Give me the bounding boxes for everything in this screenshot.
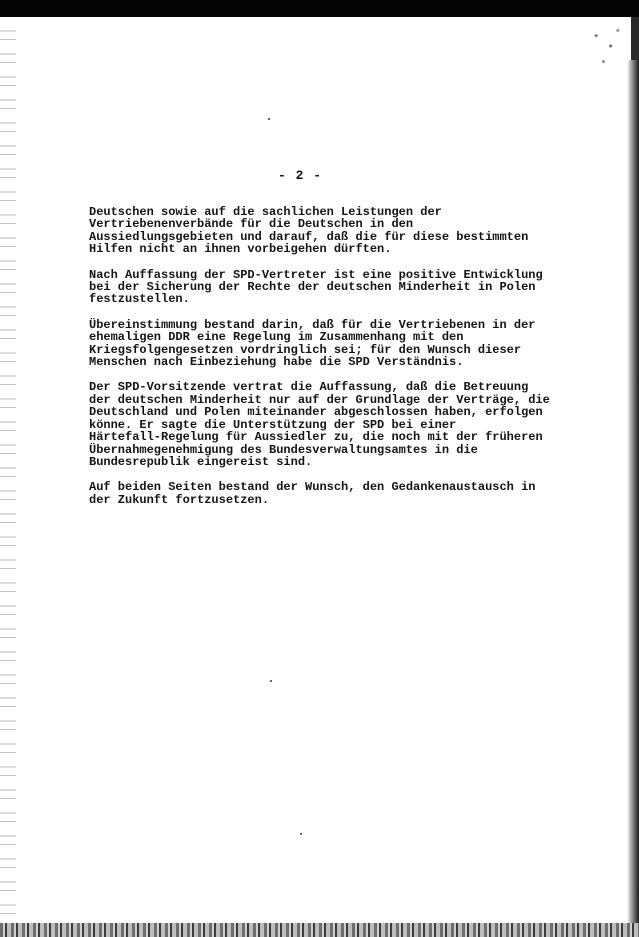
document-body: [89, 206, 559, 519]
text-line: Übernahmegenehmigung des Bundesverwaltungsamtes in die: [89, 442, 478, 457]
paragraph: [89, 481, 559, 506]
text-line: Bundesrepublik eingereist sind.: [89, 454, 313, 469]
text-line: Übereinstimmung bestand darin, daß für die Vertriebenen in der: [89, 317, 536, 332]
text-line: Auf beiden Seiten bestand der Wunsch, den Gedankenaustausch in: [89, 480, 536, 495]
scan-top-border: [0, 0, 639, 17]
scan-corner-noise: [589, 20, 625, 72]
scan-left-border: [0, 30, 16, 920]
text-line: Menschen nach Einbeziehung habe die SPD Verständnis.: [89, 355, 464, 370]
text-line: Vertriebenenverbände für die Deutschen in den: [89, 217, 414, 232]
text-line: Härtefall-Regelung für Aussiedler zu, die noch mit der früheren: [89, 430, 543, 445]
scan-speck: [268, 118, 270, 120]
text-line: festzustellen.: [89, 292, 190, 307]
text-line: könne. Er sagte die Unterstützung der SPD bei einer: [89, 417, 457, 432]
text-line: Deutschland und Polen miteinander abgeschlossen haben, erfolgen: [89, 405, 543, 420]
paragraph: [89, 319, 559, 369]
paragraph: [89, 381, 559, 468]
text-line: bei der Sicherung der Rechte der deutschen Minderheit in Polen: [89, 280, 536, 295]
text-line: Nach Auffassung der SPD-Vertreter ist eine positive Entwicklung: [89, 267, 543, 282]
text-line: Hilfen nicht an ihnen vorbeigehen dürften.: [89, 242, 392, 257]
text-line: Deutschen sowie auf die sachlichen Leistungen der: [89, 205, 442, 219]
paragraph: [89, 269, 559, 306]
scan-speck: [270, 680, 272, 682]
page-number: - 2 -: [277, 168, 322, 183]
text-line: der Zukunft fortzusetzen.: [89, 492, 270, 507]
text-line: Kriegsfolgengesetzen vordringlich sei; für den Wunsch dieser: [89, 342, 522, 357]
paragraph: [89, 206, 559, 256]
scan-speck: [300, 833, 302, 835]
scan-right-notch: [631, 17, 639, 62]
text-line: der deutschen Minderheit nur auf der Grundlage der Verträge, die: [89, 392, 550, 407]
text-line: ehemaligen DDR eine Regelung im Zusammenhang mit den: [89, 330, 464, 345]
scan-right-border: [627, 60, 639, 930]
text-line: Der SPD-Vorsitzende vertrat die Auffassung, daß die Betreuung: [89, 380, 529, 395]
text-line: Aussiedlungsgebieten und darauf, daß die für diese bestimmten: [89, 229, 529, 244]
scan-bottom-border: [0, 923, 639, 937]
